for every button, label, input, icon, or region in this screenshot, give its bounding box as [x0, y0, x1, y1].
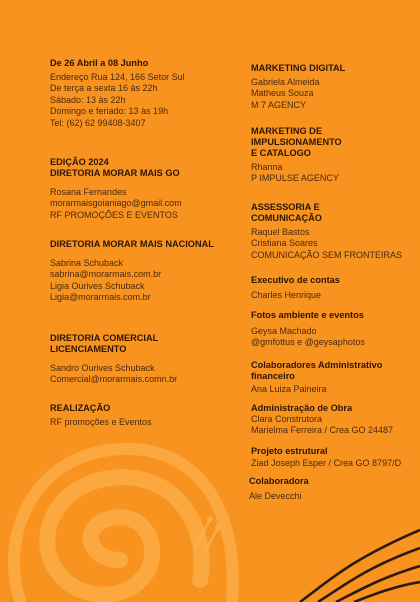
- event-info-section: [50, 58, 230, 129]
- colab-admin-heading-2: financeiro: [251, 371, 295, 381]
- colab-admin-line-1: Ana Luiza Paineira: [251, 384, 327, 394]
- estrutural-heading: Projeto estrutural: [251, 446, 328, 456]
- realizacao-section: [50, 403, 230, 428]
- assessoria-section: [251, 202, 416, 261]
- nacional-line-2: sabrina@morarmais.com.br: [50, 269, 162, 280]
- assessoria-line-2: Cristiana Soares: [251, 238, 318, 249]
- assessoria-line-1: Raquel Bastos: [251, 227, 310, 237]
- assessoria-line-3: COMUNICAÇÃO SEM FRONTEIRAS: [251, 249, 403, 260]
- impulso-section: [251, 126, 416, 185]
- fotos-section: [251, 310, 416, 349]
- obra-line-1: Clara Construtora: [251, 414, 323, 424]
- colaboradora-line-1: Ale Devecchi: [249, 491, 302, 501]
- comercial-line-2: Comercial@morarmais.comn.br: [50, 374, 178, 385]
- fotos-heading: Fotos ambiente e eventos: [251, 310, 364, 320]
- assessoria-heading-2: COMUNICAÇÃO: [251, 213, 322, 223]
- nacional-line-1: Sabrina Schuback: [50, 258, 124, 268]
- nacional-heading: DIRETORIA MORAR MAIS NACIONAL: [50, 239, 214, 249]
- comercial-line-1: Sandro Ourives Schuback: [50, 363, 155, 373]
- event-dates-heading: De 26 Abril a 08 Junho: [50, 58, 149, 68]
- colaboradora-heading: Colaboradora: [249, 476, 309, 486]
- colab-admin-section: [251, 360, 416, 395]
- nacional-line-4: Ligia@morarmais.com.br: [50, 292, 151, 303]
- comercial-heading: DIRETORIA COMERCIAL: [50, 333, 159, 343]
- edicao-section: [50, 157, 230, 221]
- comercial-section: [50, 333, 230, 386]
- edicao-line-3: RF PROMOÇÕES E EVENTOS: [50, 209, 178, 220]
- realizacao-heading: REALIZAÇÃO: [50, 403, 111, 413]
- executivo-section: [251, 275, 416, 301]
- impulso-heading-2: IMPULSIONAMENTO: [251, 137, 342, 147]
- obra-section: [251, 403, 416, 437]
- impulso-heading-1: MARKETING DE: [251, 126, 322, 136]
- marketing-section: [251, 63, 416, 111]
- fotos-line-2: @gmfottus e @geysaphotos: [251, 337, 365, 348]
- obra-line-2: Marielma Ferreira / Crea GO 24487: [251, 425, 394, 436]
- executivo-heading: Executivo de contas: [251, 275, 340, 285]
- impulso-heading-3: E CATALOGO: [251, 148, 311, 158]
- colaboradora-section: [249, 476, 414, 502]
- colab-admin-heading-1: Colaboradores Administrativo: [251, 360, 383, 370]
- edicao-line-1: Rosana Fernandes: [50, 187, 127, 197]
- event-hours-weekday: De terça a sexta 16 às 22h: [50, 83, 158, 94]
- nacional-section: [50, 239, 230, 304]
- marketing-heading: MARKETING DIGITAL: [251, 63, 346, 73]
- impulso-line-2: P IMPULSE AGENCY: [251, 173, 339, 184]
- diretoria-go-heading: DIRETORIA MORAR MAIS GO: [50, 168, 180, 178]
- impulso-line-1: Rhanna: [251, 162, 283, 172]
- marketing-line-2: Matheus Souza: [251, 88, 314, 99]
- fotos-line-1: Geysa Machado: [251, 326, 317, 336]
- event-hours-saturday: Sábado: 13 às 22h: [50, 94, 126, 105]
- marketing-line-3: M 7 AGENCY: [251, 99, 307, 110]
- marketing-line-1: Gabriela Almeida: [251, 77, 320, 87]
- licenciamento-heading: LICENCIAMENTO: [50, 344, 127, 354]
- event-address: Endereço Rua 124, 166 Setor Sul: [50, 72, 185, 82]
- assessoria-heading-1: ASSESSORIA E: [251, 202, 320, 212]
- estrutural-section: [251, 446, 416, 469]
- realizacao-line-1: RF promoções e Eventos: [50, 417, 152, 427]
- estrutural-line-1: Ziad Joseph Esper / Crea GO 8797/D: [251, 458, 402, 468]
- executivo-line-1: Charles Henrique: [251, 290, 322, 300]
- event-hours-sunday: Domingo e feriado: 13 às 19h: [50, 106, 169, 117]
- event-phone: Tel: (62) 62 99408-3407: [50, 117, 146, 128]
- nacional-line-3: Ligia Ourives Schuback: [50, 280, 145, 291]
- obra-heading: Administração de Obra: [251, 403, 353, 413]
- edicao-line-2: morarmaisgoianiago@gmail.com: [50, 198, 182, 209]
- wave-lines-decoration: [300, 530, 420, 602]
- edicao-heading: EDIÇÃO 2024: [50, 157, 109, 167]
